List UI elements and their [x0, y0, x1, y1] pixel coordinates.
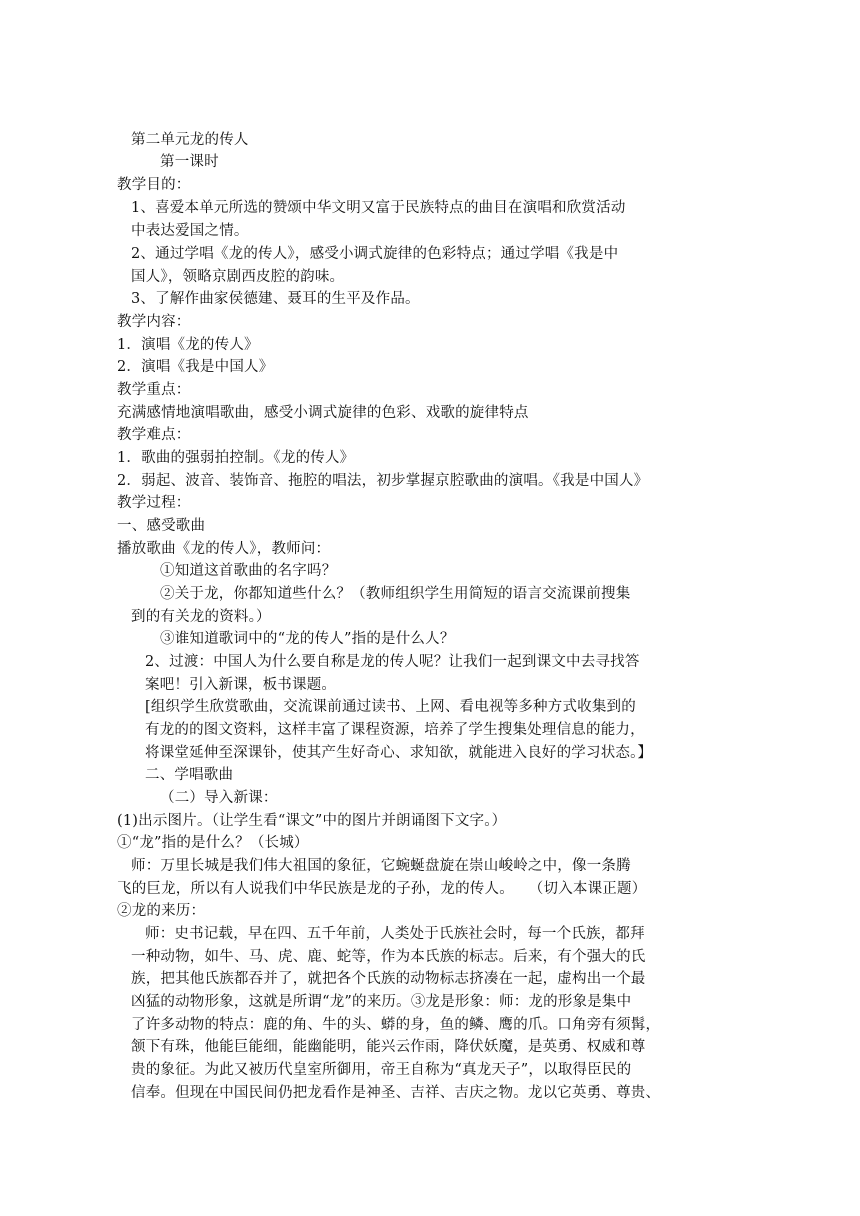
text-line: 贵的象征。为此又被历代皇室所御用，帝王自称为“真龙天子”，以取得臣民的	[131, 1062, 632, 1078]
document-title: 第二单元龙的传人	[131, 132, 249, 148]
text-line: 到的有关龙的资料。）	[131, 609, 271, 625]
text-line: 案吧！引入新课，板书课题。	[145, 677, 337, 693]
text-line: ②龙的来历：	[117, 903, 206, 919]
text-line: ①知道这首歌曲的名字吗？	[160, 563, 337, 579]
section-heading: 教学目的：	[117, 177, 191, 193]
text-line: 将课堂延伸至深课钋，使其产生好奇心、求知欲，就能进入良好的学习状态。】	[145, 745, 653, 761]
text-line: 信奉。但现在中国民间仍把龙看作是神圣、吉祥、吉庆之物。龙以它英勇、尊贵、	[131, 1085, 661, 1101]
text-line: 播放歌曲《龙的传人》，教师问：	[117, 541, 331, 557]
text-line: 2、通过学唱《龙的传人》，感受小调式旋律的色彩特点；通过学唱《我是中	[131, 246, 619, 262]
text-line: 凶猛的动物形象，这就是所谓“龙”的来历。③龙是形象：师：龙的形象是集中	[131, 994, 632, 1010]
text-line: 族，把其他氏族都吞并了，就把各个氏族的动物标志挤凑在一起，虚构出一个最	[131, 971, 646, 987]
section-heading: 教学难点：	[117, 427, 191, 443]
text-line: ①“龙”指的是什么？（长城）	[117, 835, 309, 851]
text-line: 1．演唱《龙的传人》	[117, 337, 259, 353]
section-heading: 一、感受歌曲	[117, 518, 206, 534]
text-line: 2．弱起、波音、装饰音、拖腔的唱法，初步掌握京腔歌曲的演唱。《我是中国人》	[117, 473, 649, 489]
text-line: ②关于龙，你都知道些什么？（教师组织学生用简短的语言交流课前搜集	[160, 586, 631, 602]
text-line: 颔下有珠，他能巨能细，能幽能明，能兴云作雨，降伏妖魔，是英勇、权威和尊	[131, 1039, 646, 1055]
text-line: 1、喜爱本单元所选的赞颂中华文明又富于民族特点的曲目在演唱和欣赏活动	[131, 200, 626, 216]
text-line: 师：史书记载，早在四、五千年前，人类处于氏族社会时，每一个氏族，都拜	[145, 926, 645, 942]
section-heading: 二、学唱歌曲	[145, 767, 234, 783]
section-heading: 教学内容：	[117, 314, 191, 330]
text-line: 1．歌曲的强弱拍控制。《龙的传人》	[117, 450, 355, 466]
text-line: 国人》，领略京剧西皮腔的韵味。	[131, 269, 345, 285]
text-line: 有龙的的图文资料，这样丰富了课程资源，培养了学生搜集处理信息的能力，	[145, 722, 645, 738]
section-heading: （二）导入新课：	[160, 790, 278, 806]
text-line: ③谁知道歌词中的“龙的传人”指的是什么人？	[160, 631, 455, 647]
text-line: (1)出示图片。（让学生看“课文”中的图片并朗诵图下文字。）	[117, 813, 507, 829]
lesson-heading: 第一课时	[160, 154, 219, 170]
text-line: 一种动物，如牛、马、虎、鹿、蛇等，作为本氏族的标志。后来，有个强大的氏	[131, 949, 646, 965]
text-line: 师：万里长城是我们伟大祖国的象征，它蜿蜒盘旋在崇山峻岭之中，像一条腾	[131, 858, 631, 874]
section-heading: 教学重点：	[117, 382, 191, 398]
section-heading: 教学过程：	[117, 495, 191, 511]
text-line: 3、了解作曲家侯德建、聂耳的生平及作品。	[131, 291, 420, 307]
text-line: 2、过渡：中国人为什么要自称是龙的传人呢？让我们一起到课文中去寻找答	[145, 654, 640, 670]
text-line: 2．演唱《我是中国人》	[117, 359, 274, 375]
text-line: 了许多动物的特点：鹿的角、牛的头、蟒的身，鱼的鳞、鹰的爪。口角旁有须髯，	[131, 1017, 661, 1033]
text-line: 充满感情地演唱歌曲，感受小调式旋律的色彩、戏歌的旋律特点	[117, 405, 529, 421]
text-line: 中表达爱国之情。	[131, 223, 249, 239]
text-line: 飞的巨龙，所以有人说我们中华民族是龙的子孙，龙的传人。 （切入本课正题）	[117, 881, 647, 897]
text-line: [组织学生欣赏歌曲，交流课前通过读书、上网、看电视等多种方式收集到的	[145, 699, 636, 715]
